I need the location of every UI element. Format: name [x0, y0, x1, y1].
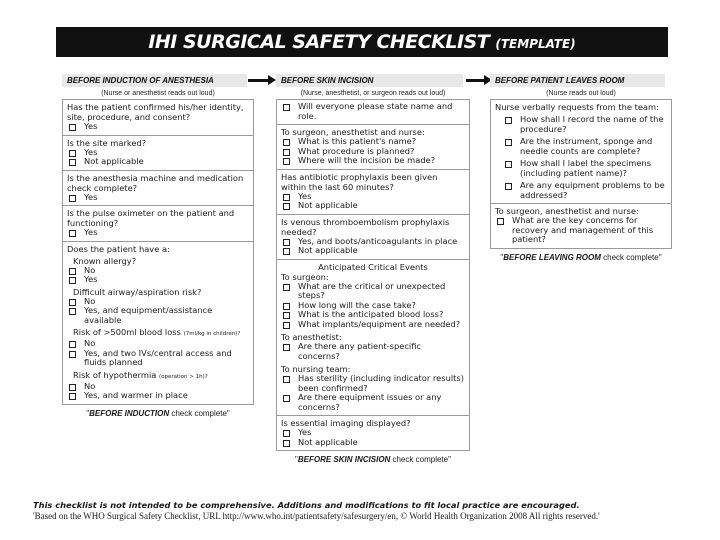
question: Has the patient confirmed his/her identity, site, procedure, and consent? [67, 102, 244, 122]
checkbox-icon[interactable] [69, 308, 76, 315]
question: Does the patient have a: [67, 243, 170, 254]
sub-label: Risk of >500ml blood loss [73, 327, 181, 337]
question: Is the anesthesia machine and medication check complete? [67, 172, 244, 193]
group-label: To anesthetist: [281, 332, 342, 342]
option-label: Has sterility (including indicator results) been confirmed? [298, 373, 464, 393]
checklist-section [277, 416, 469, 450]
option-label: How shall I record the name of the procedure? [520, 114, 664, 134]
option-label: What is this patient's name? [298, 136, 417, 146]
checklist-box [276, 99, 470, 451]
footer-source: 'Based on the WHO Surgical Safety Checklist, URL http://www.who.int/patientsafety/safesurgery/en, © World Health Organization 2008 All rights reserved.' [33, 511, 600, 521]
checkbox-icon[interactable] [69, 384, 76, 391]
section-title: Anticipated Critical Events [318, 261, 428, 272]
checkbox-option[interactable] [67, 391, 249, 401]
checkbox-icon[interactable] [283, 149, 290, 156]
sub-note: (7ml/kg in children)? [183, 331, 241, 337]
checklist-section [277, 170, 469, 215]
checkbox-option[interactable] [67, 228, 249, 238]
checklist-section [491, 100, 671, 204]
question: To surgeon, anesthetist and nurse: [495, 206, 639, 216]
sub-note: (operation > 1h)? [158, 373, 208, 380]
option-label: Yes [84, 227, 98, 237]
checkbox-icon[interactable] [283, 203, 290, 210]
checkbox-icon[interactable] [69, 393, 76, 400]
option-label: Are there any patient-specific concerns? [298, 341, 421, 361]
question: Nurse verbally requests from the team: [495, 102, 659, 112]
checkbox-option[interactable] [281, 393, 465, 412]
option-label: Yes, and two IVs/central access and fluids planned [84, 347, 232, 367]
footer-disclaimer: This checklist is not intended to be comprehensive. Additions and modifications to fit local practice are encouraged. [33, 500, 580, 510]
sub-question [67, 287, 249, 297]
question: Is the pulse oximeter on the patient and functioning? [67, 208, 235, 228]
option-label: What are the critical or unexpected steps? [298, 280, 446, 300]
phase-reader: (Nurse, anesthetist, or surgeon reads out loud) [300, 90, 446, 97]
title-suffix: (TEMPLATE) [495, 37, 576, 51]
checklist-title [56, 27, 668, 57]
option-label: Will everyone please state name and role. [298, 101, 453, 121]
checklist-section [63, 171, 253, 207]
option-label: Not applicable [298, 245, 358, 255]
phase-heading: BEFORE SKIN INCISION [276, 74, 463, 87]
checkbox-option[interactable] [495, 181, 667, 200]
checkbox-icon[interactable] [505, 161, 512, 168]
checkbox-option[interactable] [67, 193, 249, 203]
checklist-section [277, 215, 469, 260]
option-label: Yes, and equipment/assistance available [84, 305, 213, 325]
checklist-box [62, 99, 254, 405]
sub-label: Difficult airway/aspiration risk? [73, 286, 202, 297]
complete-bold: BEFORE INDUCTION [89, 408, 170, 418]
checkbox-option[interactable] [281, 342, 465, 361]
checkbox-icon[interactable] [69, 268, 76, 275]
option-label: Yes [84, 121, 98, 131]
checkbox-icon[interactable] [283, 376, 290, 383]
checkbox-option[interactable] [281, 102, 465, 121]
checkbox-option[interactable] [281, 438, 465, 448]
checkbox-option[interactable] [281, 156, 465, 166]
checkbox-option[interactable] [67, 349, 249, 368]
option-label: Yes, and warmer in place [84, 390, 188, 400]
option-label: No [84, 380, 96, 391]
option-label: Not applicable [84, 156, 144, 166]
phase-before-skin-incision [276, 74, 470, 464]
phase-before-induction [62, 74, 254, 418]
phase-heading: BEFORE INDUCTION OF ANESTHESIA [62, 74, 247, 87]
footer [33, 500, 713, 521]
checkbox-icon[interactable] [69, 150, 76, 157]
option-label: Are any equipment problems to be addressed? [520, 180, 665, 200]
checkbox-option[interactable] [281, 201, 465, 211]
complete-bold: BEFORE SKIN INCISION [297, 455, 391, 464]
checkbox-icon[interactable] [283, 104, 290, 111]
group-label: To surgeon: [281, 271, 329, 282]
option-label: No [84, 264, 96, 275]
checkbox-icon[interactable] [69, 277, 76, 284]
sub-label: Known allergy? [73, 255, 137, 266]
complete-rest: check complete" [169, 408, 230, 418]
option-label: How shall I label the specimens (including patient name)? [520, 158, 652, 178]
complete-rest: check complete" [390, 455, 451, 464]
checklist-section [277, 125, 469, 170]
checkbox-icon[interactable] [283, 284, 290, 291]
complete-rest: check complete" [600, 252, 662, 262]
checkbox-option[interactable] [281, 374, 465, 393]
checkbox-icon[interactable] [69, 230, 76, 237]
checkbox-option[interactable] [281, 246, 465, 256]
checklist-section [63, 206, 253, 242]
option-label: What is the anticipated blood loss? [298, 309, 444, 319]
phase-reader: (Nurse reads out loud) [546, 90, 616, 97]
checkbox-icon[interactable] [283, 239, 290, 246]
checkbox-option[interactable] [67, 306, 249, 325]
checklist-box [490, 99, 672, 249]
checkbox-option[interactable] [281, 320, 465, 330]
checkbox-icon[interactable] [505, 117, 512, 124]
checkbox-icon[interactable] [283, 158, 290, 165]
option-label: Yes [298, 427, 312, 437]
checkbox-option[interactable] [281, 282, 465, 301]
checkbox-icon[interactable] [283, 322, 290, 329]
checkbox-icon[interactable] [283, 395, 290, 402]
checklist-section [63, 242, 253, 404]
checkbox-icon[interactable] [69, 124, 76, 131]
option-label: Yes [84, 274, 98, 284]
question: Is the site marked? [67, 137, 147, 148]
option-label: Yes, and boots/anticoagulants in place [298, 235, 458, 246]
checklist-section [277, 100, 469, 125]
checkbox-icon[interactable] [283, 303, 290, 310]
phase-complete-label: "BEFORE LEAVING ROOM check complete" [500, 252, 662, 262]
checkbox-icon[interactable] [505, 139, 512, 146]
question: Has antibiotic prophylaxis been given within the last 60 minutes? [281, 171, 438, 192]
checkbox-option[interactable] [495, 159, 667, 178]
checkbox-icon[interactable] [283, 248, 290, 255]
checklist-section [491, 204, 671, 248]
checklist-section [63, 136, 253, 171]
sub-label: Risk of hypothermia [73, 369, 157, 380]
phase-complete-label: "BEFORE INDUCTION check complete" [86, 408, 230, 418]
complete-bold: BEFORE LEAVING ROOM [503, 252, 601, 262]
sub-question [67, 370, 249, 382]
checkbox-icon[interactable] [69, 159, 76, 166]
group-label: To nursing team: [281, 364, 351, 374]
checkbox-icon[interactable] [283, 194, 290, 201]
option-label: Are there equipment issues or any concerns? [298, 392, 442, 412]
sub-question [67, 256, 249, 266]
checkbox-option[interactable] [67, 275, 249, 285]
question: Is venous thromboembolism prophylaxis needed? [281, 216, 450, 237]
checkbox-option[interactable] [495, 137, 667, 156]
question: Is essential imaging displayed? [281, 418, 411, 428]
checkbox-icon[interactable] [283, 430, 290, 437]
option-label: What procedure is planned? [298, 145, 415, 156]
option-label: Yes [84, 191, 98, 202]
option-label: No [84, 338, 96, 348]
phase-complete-label: "BEFORE SKIN INCISION check complete" [295, 455, 451, 464]
option-label: Not applicable [298, 436, 358, 447]
option-label: Yes [84, 146, 98, 157]
option-label: No [84, 295, 96, 306]
question: To surgeon, anesthetist and nurse: [281, 127, 425, 137]
checkbox-icon[interactable] [69, 351, 76, 358]
checklist-section-critical-events [277, 260, 469, 417]
checkbox-icon[interactable] [505, 183, 512, 190]
option-label: Yes [298, 190, 312, 201]
phase-heading: BEFORE PATIENT LEAVES ROOM [490, 74, 665, 87]
option-label: What implants/equipment are needed? [298, 318, 461, 329]
checkbox-icon[interactable] [283, 312, 290, 319]
checkbox-option[interactable] [495, 115, 667, 134]
phase-before-patient-leaves [490, 74, 672, 262]
checkbox-option[interactable] [67, 157, 249, 167]
checkbox-icon[interactable] [283, 344, 290, 351]
option-label: Not applicable [298, 200, 358, 210]
checkbox-icon[interactable] [283, 440, 290, 447]
checkbox-icon[interactable] [69, 299, 76, 306]
checkbox-icon[interactable] [69, 341, 76, 348]
checkbox-option[interactable] [67, 122, 249, 132]
checkbox-icon[interactable] [283, 139, 290, 146]
option-label: Are the instrument, sponge and needle counts are complete? [520, 136, 653, 156]
checkbox-icon[interactable] [497, 218, 504, 225]
checkbox-icon[interactable] [69, 195, 76, 202]
option-label: What are the key concerns for recovery and management of this patient? [512, 215, 654, 244]
checklist-section [63, 100, 253, 136]
option-label: Where will the incision be made? [298, 155, 436, 165]
phase-reader: (Nurse or anesthetist reads out loud) [101, 90, 215, 97]
title-main: IHI SURGICAL SAFETY CHECKLIST [148, 31, 490, 53]
option-label: How long will the case take? [298, 299, 416, 310]
checkbox-option[interactable] [495, 216, 667, 245]
